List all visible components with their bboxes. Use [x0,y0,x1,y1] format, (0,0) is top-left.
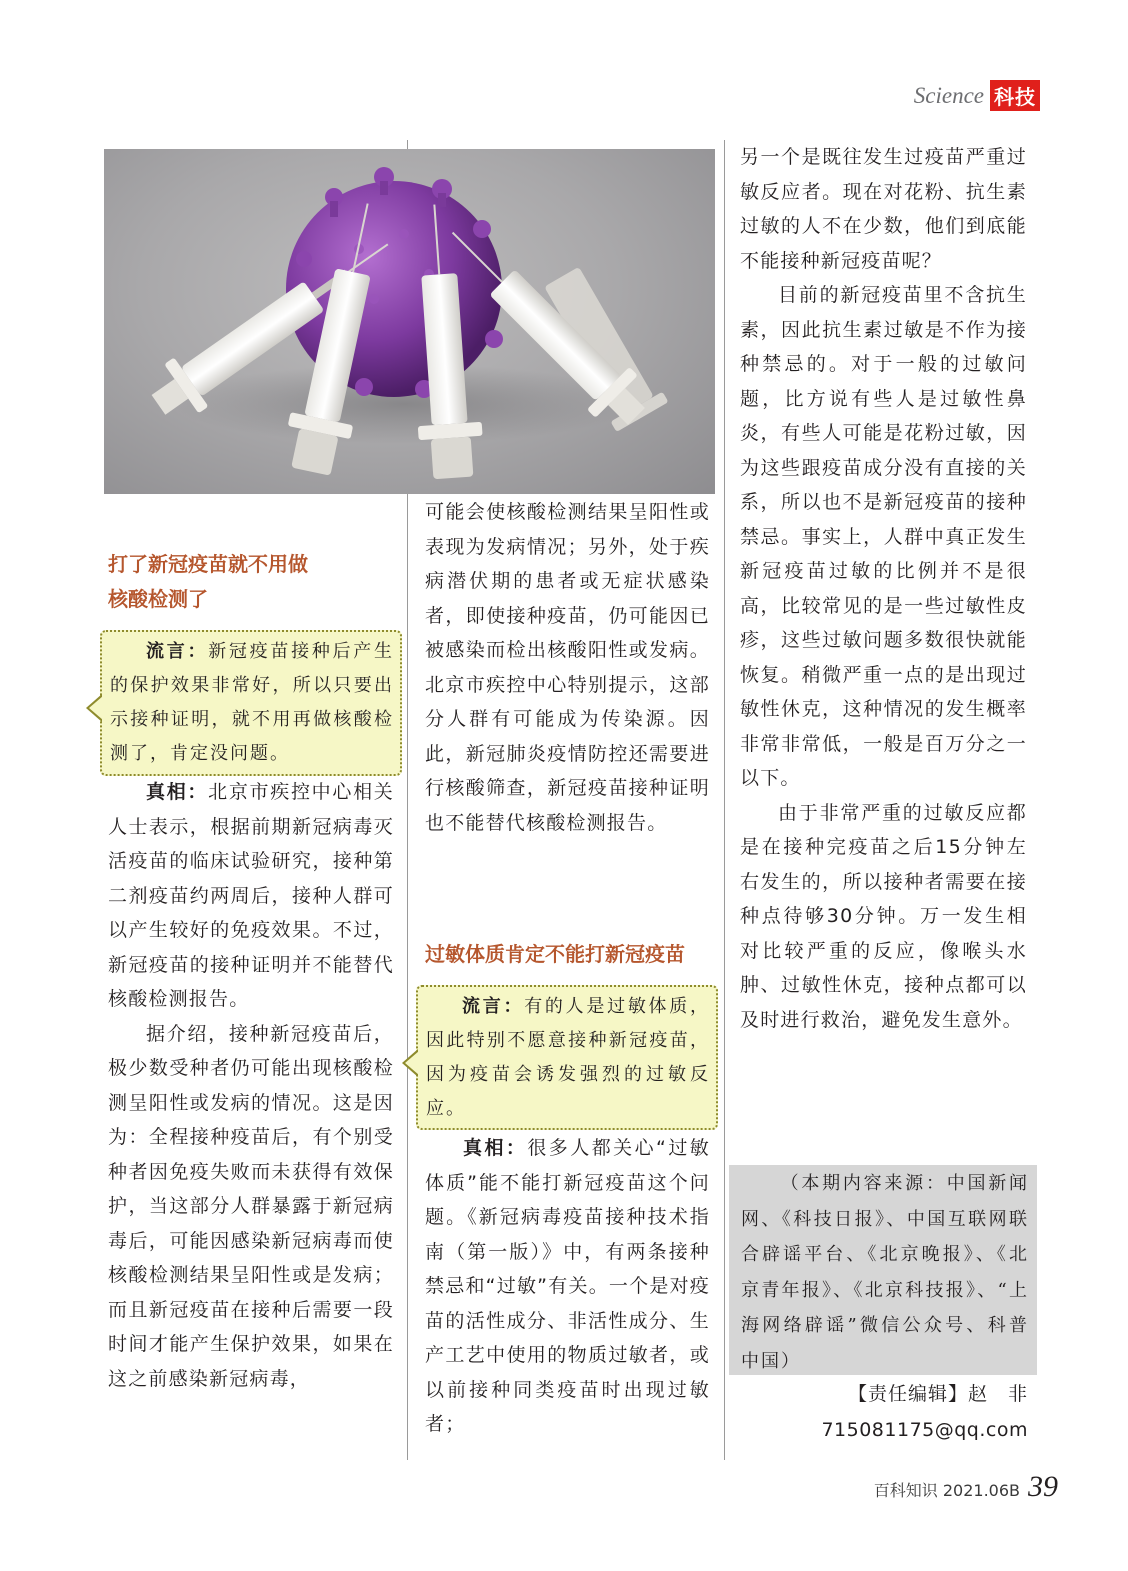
truth-1-body: 北京市疾控中心相关人士表示，根据前期新冠病毒灭活疫苗的临床试验研究，接种第二剂疫苗约两周后，接种人群可以产生较好的免疫效果。不过，新冠疫苗的接种证明并不能替代核酸检测报告。 [108,781,394,1010]
callout-pointer-fill [405,1051,419,1075]
heading-2: 过敏体质肯定不能打新冠疫苗 [425,942,685,966]
heading-1 [108,547,388,617]
responsible-editor: 【责任编辑】赵 非 [847,1383,1028,1405]
heading-1-line-2: 核酸检测了 [108,587,208,611]
column-3-paragraph-2: 目前的新冠疫苗里不含抗生素，因此抗生素过敏是不作为接种禁忌的。对于一般的过敏问题，比方说有些人是过敏性鼻炎，有些人可能是花粉过敏，因为这些跟疫苗成分没有直接的关系，所以也不是新冠疫苗的接种禁忌。事实上，人群中真正发生新冠疫苗过敏的比例并不是很高，比较常见的是一些过敏性皮疹，这些过敏问题多数很快就能恢复。稍微严重一点的是出现过敏性休克，这种情况的发生概率非常非常低，一般是百万分之一以下。 [740,284,1027,789]
heading-1-line-1: 打了新冠疫苗就不用做 [108,552,308,576]
rumor-2-text [426,990,710,1126]
truth-2-label: 真相： [463,1137,528,1159]
section-tag: 科技 [990,80,1040,111]
column-divider-right [724,140,725,1460]
page-number: 39 [1028,1470,1058,1503]
column-2-top [425,495,710,840]
column-2-body [425,1131,710,1442]
rumor-2-body: 有的人是过敏体质，因此特别不愿意接种新冠疫苗，因为疫苗会诱发强烈的过敏反应。 [426,996,711,1119]
page-footer [874,1470,1058,1504]
column-2-continuation: 可能会使核酸检测结果呈阳性或表现为发病情况；另外，处于疾病潜伏期的患者或无症状感染者，即使接种疫苗，仍可能因已被感染而检出核酸阳性或发病。北京市疾控中心特别提示，这部分人群有可能成为传染源。因此，新冠肺炎疫情防控还需要进行核酸筛查，新冠疫苗接种证明也不能替代核酸检测报告。 [425,501,710,834]
column-1-body [108,775,394,1396]
truth-2-paragraph [425,1131,710,1442]
callout-pointer-fill [89,696,103,720]
rumor-1-label: 流言： [146,641,209,662]
column-3-body [740,140,1027,1037]
rumor-callout-2 [416,985,718,1130]
column-3-continuation: 另一个是既往发生过疫苗严重过敏反应者。现在对花粉、抗生素过敏的人不在少数，他们到底能不能接种新冠疫苗呢？ [740,146,1027,272]
column-3-paragraph-3: 由于非常严重的过敏反应都是在接种完疫苗之后15分钟左右发生的，所以接种者需要在接种点待够30分钟。万一发生相对比较严重的反应，像喉头水肿、过敏性休克，接种点都可以及时进行救治，避免发生意外。 [740,801,1027,1031]
virus-syringe-illustration [104,149,715,494]
editor-email: 715081175@qq.com [821,1419,1028,1441]
paragraph-1b: 据介绍，接种新冠疫苗后，极少数受种者仍可能出现核酸检测呈阳性或发病的情况。这是因为：全程接种疫苗后，有个别受种者因免疫失败而未获得有效保护，当这部分人群暴露于新冠病毒后，可能因感染新冠病毒而使核酸检测结果呈阳性或是发病；而且新冠疫苗在接种后需要一段时间才能产生保护效果，如果在这之前感染新冠病毒， [108,1022,394,1390]
rumor-1-body: 新冠疫苗接种后产生的保护效果非常好，所以只要出示接种证明，就不用再做核酸检测了，肯定没问题。 [110,641,395,764]
rumor-2-label: 流言： [462,996,525,1017]
rumor-callout-1 [100,630,402,776]
source-box [729,1165,1037,1375]
section-header [914,80,1040,111]
truth-2-body: 很多人都关心“过敏体质”能不能打新冠疫苗这个问题。《新冠病毒疫苗接种技术指南（第一版）》中，有两条接种禁忌和“过敏”有关。一个是对疫苗的活性成分、非活性成分、生产工艺中使用的物质过敏者，或以前接种同类疫苗时出现过敏者； [425,1137,710,1435]
source-text: （本期内容来源：中国新闻网、《科技日报》、中国互联网联合辟谣平台、《北京晚报》、《北京青年报》、《北京科技报》、“上海网络辟谣”微信公众号、科普中国） [741,1173,1029,1372]
truth-1-paragraph [108,775,394,1017]
rumor-1-text [110,635,394,771]
section-name-en: Science [913,82,984,108]
magazine-issue: 百科知识 2021.06B [873,1481,1020,1500]
virus-syringe-photo [104,149,715,494]
truth-1-label: 真相： [146,781,209,803]
